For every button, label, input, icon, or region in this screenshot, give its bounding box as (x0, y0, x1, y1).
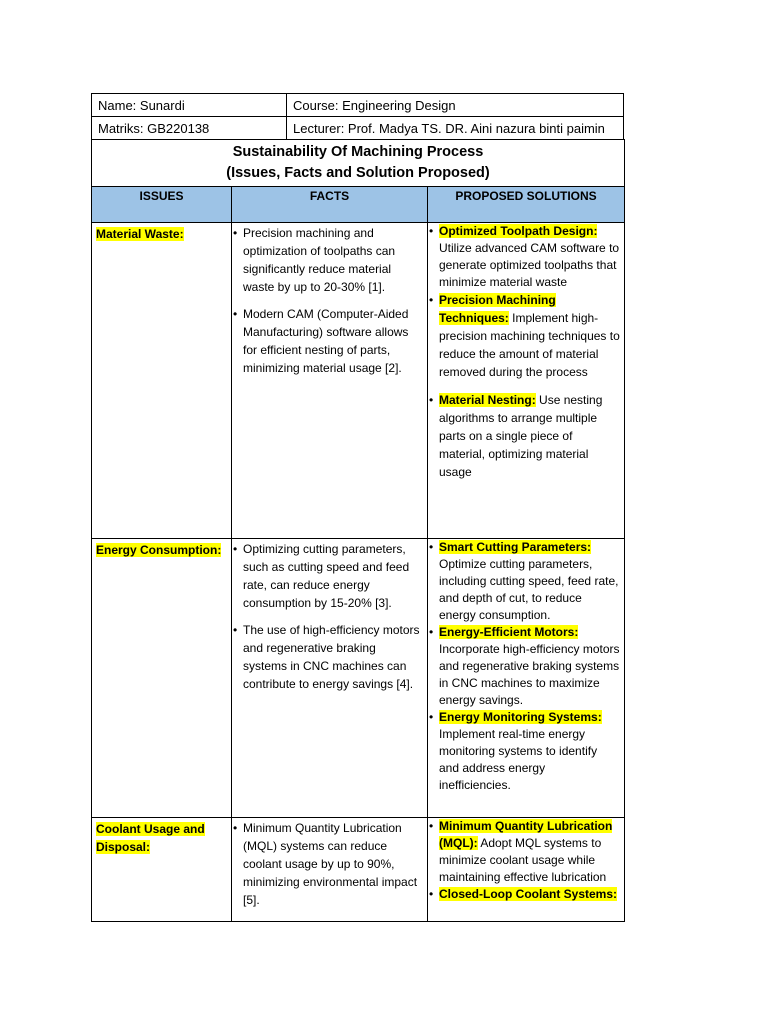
fact-item: • Optimizing cutting parameters, such as cutting speed and feed rate, can reduce energy consumption by 15-20% [3]. (232, 540, 423, 612)
table-row (92, 223, 625, 539)
table-row (92, 539, 625, 818)
solution-title: Energy-Efficient Motors: (439, 625, 579, 639)
solution-title: Closed-Loop Coolant Systems: (439, 887, 618, 901)
solution-text: Utilize advanced CAM software to generate optimized toolpaths that minimize material waste (439, 241, 620, 289)
solution-text: Implement real-time energy monitoring systems to identify and address energy inefficiencies. (439, 727, 598, 792)
solutions-cell (428, 539, 625, 818)
solution-title: Smart Cutting Parameters: (439, 540, 592, 554)
table-header-row (92, 187, 625, 223)
solution-title: Energy Monitoring Systems: (439, 710, 602, 724)
fact-item: • Precision machining and optimization of toolpaths can significantly reduce material waste by up to 20-30% [1]. (232, 224, 423, 296)
solution-text: Incorporate high-efficiency motors and regenerative braking systems in CNC machines to maximize energy savings. (439, 642, 620, 707)
solution-title: Precision Machining Techniques: (439, 293, 556, 325)
solution-item (428, 886, 620, 903)
header-facts: FACTS (232, 187, 428, 223)
solution-item (428, 709, 620, 794)
header-issues: ISSUES (92, 187, 232, 223)
issue-cell (92, 539, 232, 818)
fact-item: • Minimum Quantity Lubrication (MQL) systems can reduce coolant usage by up to 90%, minimizing environmental impact [5]. (232, 819, 423, 909)
issue-label: Material Waste: (96, 227, 184, 241)
course-name: Course: Engineering Design (287, 94, 624, 117)
facts-cell (232, 818, 428, 922)
solution-title: Minimum Quantity Lubrication (MQL): (439, 819, 613, 850)
sustainability-table (91, 139, 625, 922)
solutions-cell (428, 223, 625, 539)
lecturer-name: Lecturer: Prof. Madya TS. DR. Aini nazura binti paimin (287, 117, 624, 140)
fact-item: • The use of high-efficiency motors and regenerative braking systems in CNC machines can contribute to energy savings [4]. (232, 621, 423, 693)
fact-item: • Modern CAM (Computer-Aided Manufacturing) software allows for efficient nesting of parts, minimizing material usage [2]. (232, 305, 423, 377)
solution-item (428, 391, 620, 481)
issue-label: Coolant Usage and Disposal: (96, 822, 205, 854)
solution-item (428, 223, 620, 291)
solution-text: Optimize cutting parameters, including cutting speed, feed rate, and depth of cut, to reduce energy consumption. (439, 557, 619, 622)
document-title (92, 140, 625, 187)
solutions-cell (428, 818, 625, 922)
student-name: Name: Sunardi (92, 94, 287, 117)
solution-title: Optimized Toolpath Design: (439, 224, 598, 238)
table-row (92, 818, 625, 922)
student-matriks: Matriks: GB220138 (92, 117, 287, 140)
solution-text: Implement high-precision machining techniques to reduce the amount of material removed during the process (439, 311, 620, 379)
title-line-1: Sustainability Of Machining Process (232, 144, 484, 160)
solution-item (428, 624, 620, 709)
solution-title: Material Nesting: (439, 393, 536, 407)
facts-cell (232, 223, 428, 539)
student-info-table (91, 93, 624, 140)
solution-text: Adopt MQL systems to minimize coolant usage while maintaining effective lubrication (439, 836, 607, 884)
title-line-2: (Issues, Facts and Solution Proposed) (226, 165, 490, 181)
solution-text: Use nesting algorithms to arrange multiple parts on a single piece of material, optimizing material usage (439, 393, 603, 479)
header-solutions: PROPOSED SOLUTIONS (428, 187, 625, 223)
solution-item (428, 291, 620, 381)
issue-cell (92, 818, 232, 922)
issue-cell (92, 223, 232, 539)
facts-cell (232, 539, 428, 818)
solution-item (428, 539, 620, 624)
solution-item (428, 818, 620, 886)
issue-label: Energy Consumption: (96, 543, 222, 557)
